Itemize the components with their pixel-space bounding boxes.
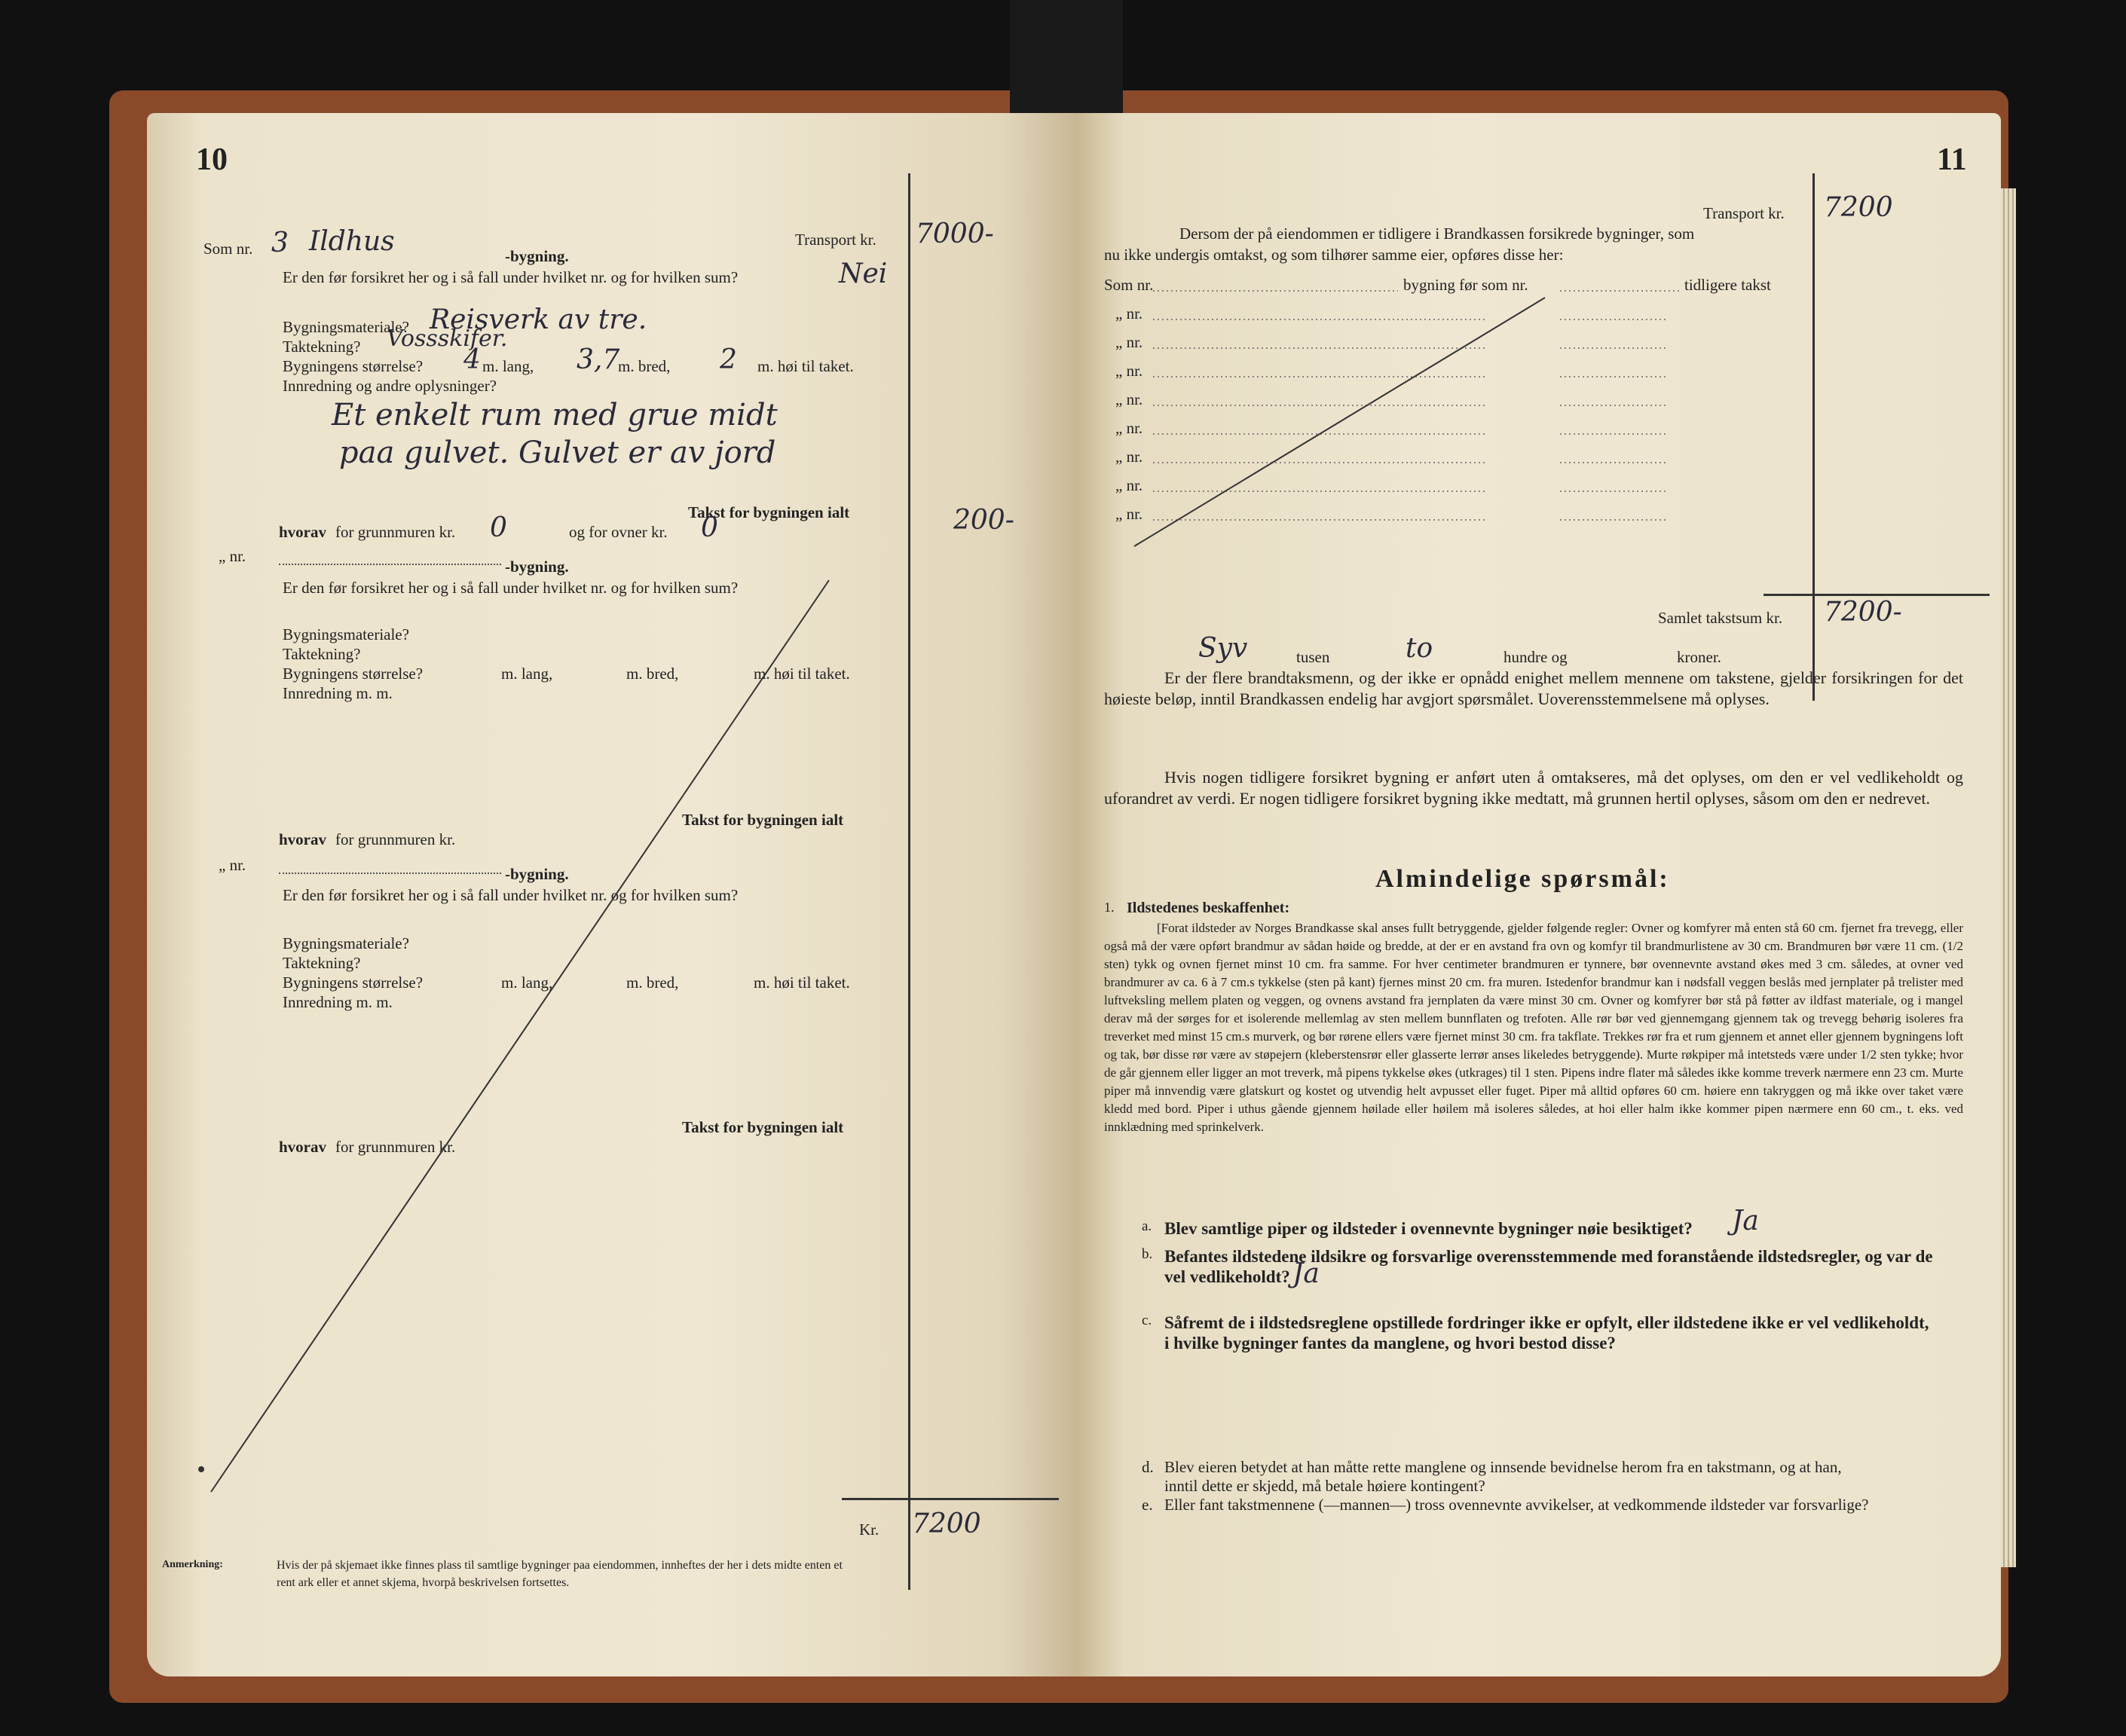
samlet-rule (1764, 594, 1990, 596)
cancel-strike-line (147, 113, 1078, 1676)
hundre-label: hundre og (1503, 648, 1568, 666)
height-value: 2 (720, 344, 737, 375)
interior-label: Innredning og andre oplysninger? (283, 377, 497, 395)
hundreds-words: to (1406, 633, 1433, 664)
height-unit: m. høi til taket. (754, 973, 850, 992)
qa-answer: Ja (1732, 1206, 1759, 1236)
samlet-label: Samlet takstsum kr. (1658, 609, 1783, 627)
note-line-2: rent ark eller et annet skjema, hvorpå beskrivelsen fortsettes. (277, 1576, 570, 1589)
section-heading: Almindelige spørsmål: (1375, 865, 1670, 893)
page-number: 11 (1937, 142, 1967, 177)
page-number: 10 (196, 142, 228, 177)
row-nr: „ nr. (1115, 476, 1143, 494)
material-label: Bygningsmateriale? (283, 934, 409, 952)
qd-question-2: inntil dette er skjedd, må betale høiere kontingent? (1164, 1477, 1485, 1495)
paragraph-appraisers: Er der flere brandtaksmenn, og der ikke er opnådd enighet mellem mennene om takstene, gjelder forsikringen for det høieste beløp, inntil Brandkassen endelig har avgjort spørsmålet. Uoverensstemmelsene må oplyses. (1104, 668, 1963, 708)
hvorav-label: hvorav (279, 1138, 326, 1156)
bygning-label: -bygning. (505, 865, 569, 883)
qb-question-1: Befantes ildstedene ildsikre og forsvarlige overensstemmende med foranstående ildstedsregler, og var de (1164, 1247, 1933, 1266)
qc-letter: c. (1142, 1313, 1152, 1328)
insured-question: Er den før forsikret her og i så fall under hvilket nr. og for hvilken sum? (283, 886, 739, 904)
qd-question-1: Blev eieren betydet at han måtte rette manglene og innsende bevidnelse herom fra en takstmann, og at han, (1164, 1458, 1842, 1476)
takst-label: Takst for bygningen ialt (688, 503, 850, 521)
takst-label: Takst for bygningen ialt (682, 1118, 844, 1136)
row-bygning-label: bygning før som nr. (1403, 276, 1528, 294)
qc-question-2: i hvilke bygninger fantes da manglene, og hvori bestod disse? (1164, 1334, 1616, 1352)
length-unit: m. lang, (501, 973, 553, 992)
q1-title: Ildstedenes beskaffenhet: (1127, 900, 1290, 916)
hvorav-label: hvorav (279, 523, 326, 541)
insured-question: Er den før forsikret her og i så fall under hvilket nr. og for hvilken sum? (283, 268, 739, 286)
qd-letter: d. (1142, 1458, 1154, 1476)
interior-label: Innredning m. m. (283, 684, 393, 702)
row-nr: „ nr. (1115, 390, 1143, 408)
intro-line-2: nu ikke undergis omtakst, og som tilhører samme eier, opføres disse her: (1104, 246, 1564, 264)
tusen-label: tusen (1296, 648, 1330, 666)
takst-value: 200- (953, 505, 1014, 536)
row-nr: „ nr. (1115, 448, 1143, 466)
ovner-label: og for ovner kr. (569, 523, 668, 541)
hvorav-label: hvorav (279, 830, 326, 848)
roof-value: Vossskifer. (387, 326, 508, 352)
row-table-lines (1078, 113, 2001, 640)
interior-line-1: Et enkelt rum med grue midt (332, 398, 778, 432)
grunnmur-label: for grunnmuren kr. (335, 830, 456, 848)
right-page (1078, 113, 2001, 1676)
width-unit: m. bred, (626, 665, 679, 683)
qa-letter: a. (1142, 1218, 1152, 1234)
grunnmur-value: 0 (490, 512, 507, 543)
size-label: Bygningens størrelse? (283, 665, 424, 683)
row-som-label: Som nr. (1104, 276, 1154, 294)
length-unit: m. lang, (501, 665, 553, 683)
interior-line-2: paa gulvet. Gulvet er av jord (339, 436, 776, 470)
roof-label: Taktekning? (283, 645, 361, 663)
thousands-words: Syv (1198, 633, 1248, 664)
takst-label: Takst for bygningen ialt (682, 811, 844, 829)
som-nr-label: Som nr. (203, 240, 253, 258)
q1-number: 1. (1104, 900, 1115, 915)
material-label: Bygningsmateriale? (283, 318, 409, 336)
roof-label: Taktekning? (283, 338, 361, 356)
nr-label: „ nr. (219, 856, 246, 874)
row-nr: „ nr. (1115, 333, 1143, 351)
total-value: 7200 (912, 1508, 981, 1539)
qe-question: Eller fant takstmennene (—mannen—) tross ovennevnte avvikelser, at vedkommende ildsteder var forsvarlige? (1164, 1496, 1869, 1514)
height-unit: m. høi til taket. (754, 665, 850, 683)
transport-label: Transport kr. (1703, 204, 1785, 222)
width-value: 3,7 (577, 344, 620, 375)
material-value: Reisverk av tre. (430, 304, 647, 335)
width-unit: m. bred, (618, 357, 671, 375)
building-number: 3 (271, 228, 289, 258)
samlet-value: 7200- (1824, 597, 1902, 628)
spine-tape (1010, 0, 1123, 113)
nr-label: „ nr. (219, 547, 246, 565)
insured-answer: Nei (839, 258, 888, 289)
width-unit: m. bred, (626, 973, 679, 992)
height-unit: m. høi til taket. (757, 357, 854, 375)
qc-question-1: Såfremt de i ildstedsreglene opstillede fordringer ikke er opfylt, eller ildstedene ikke er vel vedlikeholdt, (1164, 1313, 1929, 1332)
transport-value: 7000- (916, 219, 994, 249)
row-tidligere-label: tidligere takst (1684, 276, 1771, 294)
qe-letter: e. (1142, 1496, 1153, 1514)
building-type: Ildhus (309, 226, 395, 257)
roof-label: Taktekning? (283, 954, 361, 972)
qb-answer: Ja (1292, 1258, 1320, 1289)
note-line-1: Hvis der på skjemaet ikke finnes plass til samtlige bygninger paa eiendommen, innheftes der her i dets midte enten et (277, 1559, 843, 1572)
grunnmur-label: for grunnmuren kr. (335, 1138, 456, 1156)
transport-label: Transport kr. (795, 231, 876, 249)
left-page (147, 113, 1078, 1676)
fireplace-rules: [Forat ildsteder av Norges Brandkasse skal anses fullt betryggende, gjelder følgende regler: Ovner og komfyrer må enten stå 60 cm. fjernet fra trevegg, eller også må der være opført brandmur av sådan høide og bredde, at der er en avstand fra ovn og komfyr til brandmurlistene av 30 cm. Brandmuren bør være 11 cm. (1/2 sten) tykk og ovnen fjernet minst 10 cm. fra samme. For hver centimeter brandmuren er tynnere, bør ovennevnte avstand økes med 3 cm. således, at ovner ved brandmurer av ca. 6 à 7 cm.s tykkelse (sten på kant) fjernes minst 20 cm. fra muren. Istedenfor brandmur kan i nødsfall veggen beslås med jernplater på trelister med luftveksling mellem platen og veggen, og ovnens avstand fra jernplaten da være minst 30 cm. Ovner og komfyrer bør stå på føtter av ildfast materiale, og i mangel derav må der sørges for et isolerende mellemlag av sten mellem bunnflaten og trefoten. Alle rør bør ved gjennemgang gjennem tak og trevegg behørig isoleres fra treverket med minst 15 cm.s murverk, og bør rørene ellers være fjernet minst 30 cm. fra takflate. Trekkes rør fra et rum gjennem et annet eller gjennem bygningens loft og tak, bør disse rør være av støpejern (kleberstensrør eller glasserte lerrør anses likeledes betryggende). Murte røkpiper må intetsteds være under 1/2 sten tykke; hvor de går gjennem eller ligger an mot treverk, må pipens tykkelse økes (utkrages) til 1 sten. Pipens indre flater må således ikke komme treverk nærmere enn 23 cm. Murte piper må innvendig være glatskurt og kostet og utvendig helt avpusset eller fuget. Piper må alltid opføres 60 cm. høiere enn takryggen og må ikke over taket være kledd med bord. Piper i uthus gående gjennem høilade eller høilem må isoleres således, at hoi eller halm ikke kommer pipen nærmere enn 60 cm., t. eks. ved innklædning med sprinkelverk. (1104, 921, 1963, 1134)
bygning-label: -bygning. (505, 247, 569, 265)
qb-letter: b. (1142, 1246, 1153, 1262)
paragraph-previous: Hvis nogen tidligere forsikret bygning er anført uten å omtakseres, må det oplyses, om den er vel vedlikeholdt og uforandret av verdi. Er nogen tidligere forsikret bygning ikke medtatt, må grunnen hertil oplyses, såsom om den er nedrevet. (1104, 768, 1963, 808)
qb-question-2: vel vedlikeholdt? (1164, 1267, 1290, 1286)
interior-label: Innredning m. m. (283, 993, 393, 1011)
row-nr: „ nr. (1115, 362, 1143, 380)
row-nr: „ nr. (1115, 505, 1143, 523)
total-rule (842, 1498, 1059, 1500)
grunnmur-label: for grunnmuren kr. (335, 523, 456, 541)
intro-line-1: Dersom der på eiendommen er tidligere i Brandkassen forsikrede bygninger, som (1179, 225, 1695, 243)
material-label: Bygningsmateriale? (283, 625, 409, 643)
size-label: Bygningens størrelse? (283, 357, 424, 375)
total-label: Kr. (859, 1521, 879, 1539)
transport-value: 7200 (1824, 192, 1893, 223)
length-unit: m. lang, (482, 357, 534, 375)
row-nr: „ nr. (1115, 304, 1143, 322)
bygning-label: -bygning. (505, 558, 569, 576)
kroner-label: kroner. (1677, 648, 1721, 666)
length-value: 4 (463, 344, 481, 375)
note-label: Anmerkning: (162, 1559, 223, 1570)
insured-question: Er den før forsikret her og i så fall under hvilket nr. og for hvilken sum? (283, 579, 739, 597)
ovner-value: 0 (701, 512, 718, 543)
row-nr: „ nr. (1115, 419, 1143, 437)
qa-question: Blev samtlige piper og ildsteder i ovennevnte bygninger nøie besiktiget? (1164, 1219, 1693, 1238)
size-label: Bygningens størrelse? (283, 973, 424, 992)
